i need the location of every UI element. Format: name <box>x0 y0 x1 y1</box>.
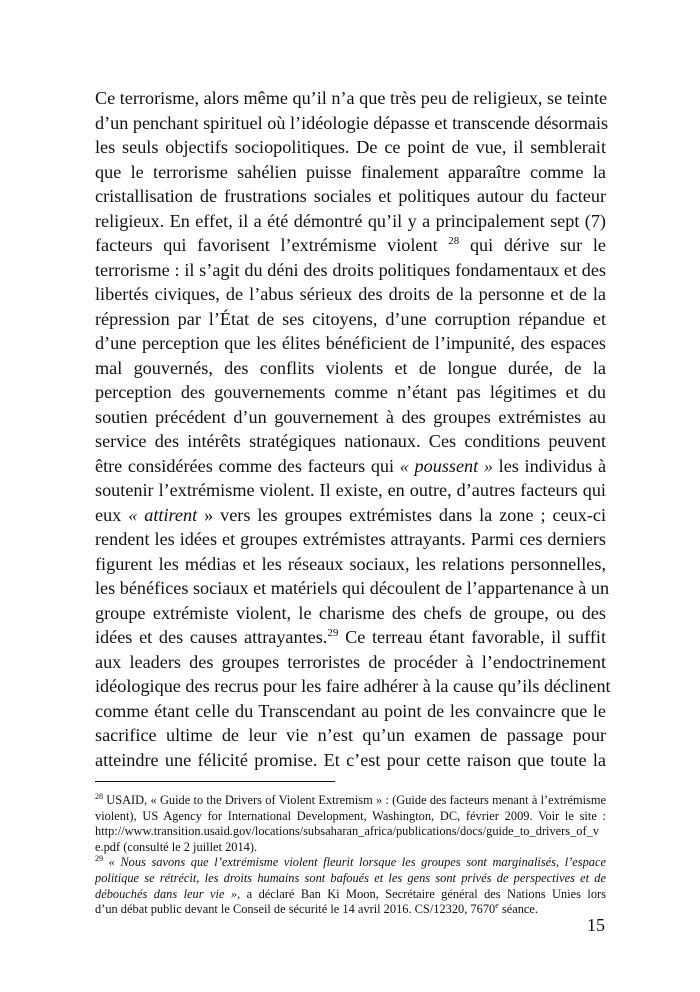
footnote-line <box>95 809 606 825</box>
paragraph-line <box>95 454 606 479</box>
text-segment: d’une perception que les élites bénéficient de l’impunité, des espaces <box>95 333 606 353</box>
paragraph-line <box>95 748 606 773</box>
paragraph-line <box>95 356 606 381</box>
paragraph-line <box>95 282 606 307</box>
text-segment: cristallisation de frustrations sociales et politiques autour du facteur <box>95 186 606 206</box>
paragraph-line <box>95 86 606 111</box>
text-segment: eux <box>95 504 129 525</box>
footnote-line <box>95 824 606 840</box>
text-segment: politique se rétrécit, les droits humains sont bafoués et les gens sont privés de perspectives et de <box>95 870 606 885</box>
text-segment: figurent les médias et les réseaux sociaux, les relations personnelles, <box>95 553 606 574</box>
text-segment: religieux. En effet, il a été démontré qu’il y a principalement sept (7) <box>95 210 606 231</box>
footnote-reference: 28 <box>448 235 460 247</box>
body-text <box>95 86 611 772</box>
paragraph-line <box>95 331 606 356</box>
text-segment: débouchés dans leur vie » <box>95 886 238 901</box>
paragraph-line <box>95 209 606 234</box>
paragraph-line <box>95 576 610 601</box>
text-segment: groupe extrémiste violent, le charisme des chefs de groupe, ou des <box>95 602 606 623</box>
text-segment: perception des gouvernements comme n’étant pas légitimes et du <box>95 382 606 402</box>
paragraph-line <box>95 233 606 258</box>
paragraph-line <box>95 405 606 430</box>
text-segment: « attirent <box>128 504 198 525</box>
text-segment: comme étant celle du Transcendant au point de les convaincre que le <box>95 700 606 721</box>
text-segment: les bénéfices sociaux et matériels qui découlent de l’appartenance à un <box>95 578 610 598</box>
text-segment: e.pdf (consulté le 2 juillet 2014). <box>95 839 258 854</box>
text-segment: « poussent » <box>399 455 493 476</box>
paragraph-line <box>95 160 606 185</box>
text-segment: idées et des causes attrayantes. <box>95 627 328 647</box>
text-segment: » vers les groupes extrémistes dans la zone ; ceux-ci <box>197 504 607 525</box>
text-segment: sacrifice ultime de leur vie n’est qu’un examen de passage pour <box>95 725 606 745</box>
footnote-separator <box>95 781 335 782</box>
footnote-line <box>95 871 606 887</box>
text-segment: , a déclaré Ban Ki Moon, Secrétaire général des Nations Unies lors <box>237 886 606 901</box>
paragraph-line <box>95 184 606 209</box>
paragraph-line <box>95 111 609 136</box>
paragraph-line <box>95 699 606 724</box>
footnote-line <box>95 855 606 871</box>
text-segment: rendent les idées et groupes extrémistes attrayants. Parmi ces derniers <box>95 529 606 549</box>
text-segment: « Nous savons que l’extrémisme violent fleurit lorsque les groupes sont marginalisés, l’espace <box>108 855 606 870</box>
paragraph-line <box>95 723 606 748</box>
footnote-reference: 28 <box>95 792 103 801</box>
text-segment: séance. <box>498 902 538 917</box>
text-segment: terrorisme : il s’agit du déni des droits politiques fondamentaux et des <box>95 259 606 280</box>
text-segment: aux leaders des groupes terroristes de procéder à l’endoctrinement <box>95 651 606 672</box>
paragraph-line <box>95 429 606 454</box>
text-segment: facteurs qui favorisent l’extrémisme violent <box>95 235 449 255</box>
text-segment: Ce terreau étant favorable, il suffit <box>338 627 607 647</box>
text-segment: http://www.transition.usaid.gov/locations/subsaharan_africa/publications/docs/guide_to_drivers_of_v <box>95 824 600 839</box>
text-segment: USAID, « Guide to the Drivers of Violent Extremism » : (Guide des facteurs menant à l’extrémisme <box>103 793 606 807</box>
paragraph-line <box>95 674 611 699</box>
text-segment: être considérées comme des facteurs qui <box>95 455 400 476</box>
paragraph-line <box>95 380 606 405</box>
footnotes <box>95 793 606 918</box>
paragraph-line <box>95 307 606 332</box>
text-segment: d’un débat public devant le Conseil de sécurité le 14 avril 2016. CS/12320, 7670 <box>95 902 496 917</box>
paragraph-line <box>95 503 606 528</box>
text-segment: libertés civiques, de l’abus sérieux des droits de la personne et de la <box>95 284 606 304</box>
paragraph-line <box>95 135 606 160</box>
footnote-line <box>95 793 606 809</box>
footnote-reference: 29 <box>327 627 339 639</box>
text-segment: mal gouvernés, des conflits violents et de longue durée, de la <box>95 357 606 378</box>
text-segment: d’un penchant spirituel où l’idéologie dépasse et transcende désormais <box>95 112 609 133</box>
footnote-reference: 29 <box>95 854 103 864</box>
paragraph-line <box>95 625 606 650</box>
text-segment: qui dérive sur le <box>459 235 606 255</box>
paragraph-line <box>95 258 606 283</box>
text-segment: soutenir l’extrémisme violent. Il existe, en outre, d’autres facteurs qui <box>95 480 606 500</box>
paragraph-line <box>95 478 606 503</box>
text-segment: idéologique des recrus pour les faire adhérer à la cause qu’ils déclinent <box>95 676 611 696</box>
text-segment: que le terrorisme sahélien puisse finalement apparaître comme la <box>95 161 606 182</box>
footnote-line <box>95 840 606 856</box>
paragraph-line <box>95 601 606 626</box>
footnote-reference: e <box>495 901 499 911</box>
footnote-line <box>95 902 606 918</box>
text-segment: Ce terrorisme, alors même qu’il n’a que très peu de religieux, se teinte <box>95 88 608 108</box>
paragraph-line <box>95 527 606 552</box>
text-segment: service des intérêts stratégiques nationaux. Ces conditions peuvent <box>95 431 606 451</box>
text-segment: soutien précédent d’un gouvernement à des groupes extrémistes au <box>95 406 606 427</box>
paragraph-line <box>95 552 606 577</box>
text-segment: les seuls objectifs sociopolitiques. De ce point de vue, il semblerait <box>95 137 606 157</box>
text-segment: violent), US Agency for International Development, Washington, DC, février 2009. Voir le site : <box>95 808 606 823</box>
text-segment: répression par l’État de ses citoyens, d’une corruption répandue et <box>95 308 606 329</box>
page-number: 15 <box>587 915 605 935</box>
paragraph-line <box>95 650 606 675</box>
footnote-line <box>95 887 606 903</box>
text-segment: atteindre une félicité promise. Et c’est pour cette raison que toute la <box>95 749 606 770</box>
text-segment: les individus à <box>492 455 607 476</box>
